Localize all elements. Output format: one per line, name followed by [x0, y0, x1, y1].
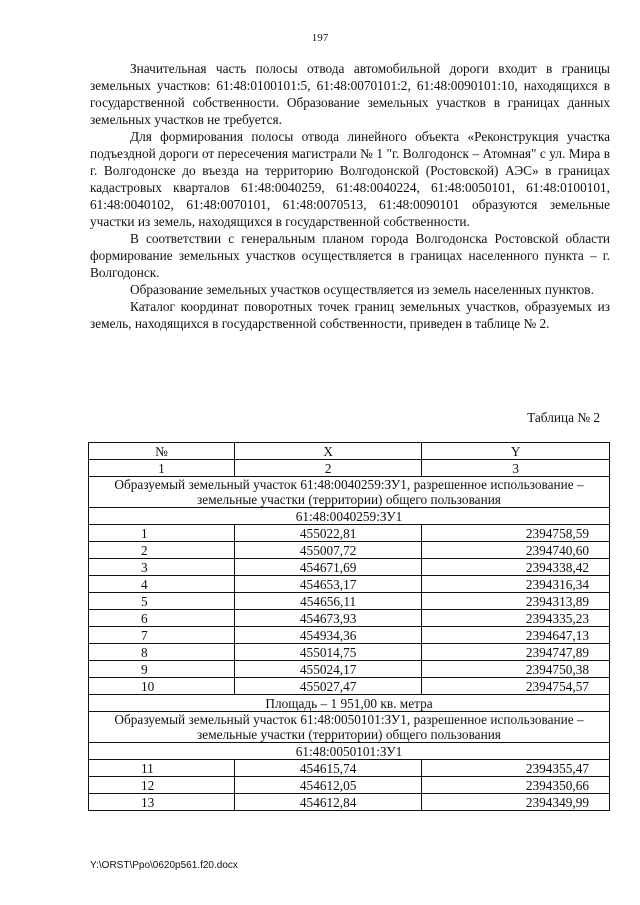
x-coordinate-cell: 455022,81 — [234, 525, 422, 542]
y-coordinate-cell: 2394313,89 — [422, 593, 610, 610]
table-row — [89, 542, 610, 559]
section-subtitle-cell: 61:48:0050101:ЗУ1 — [89, 743, 610, 760]
table-row — [89, 610, 610, 627]
x-coordinate-cell: 454656,11 — [234, 593, 422, 610]
coordinates-table — [88, 442, 610, 811]
section-subtitle-row — [89, 508, 610, 525]
column-number-cell: 3 — [422, 460, 610, 477]
x-coordinate-cell: 455024,17 — [234, 661, 422, 678]
x-coordinate-cell: 455027,47 — [234, 678, 422, 695]
y-coordinate-cell: 2394647,13 — [422, 627, 610, 644]
header-cell-number: № — [89, 443, 235, 460]
table-row — [89, 593, 610, 610]
point-number-cell: 13 — [89, 794, 235, 811]
point-number-cell: 2 — [89, 542, 235, 559]
table-row — [89, 661, 610, 678]
y-coordinate-cell: 2394740,60 — [422, 542, 610, 559]
section-subtitle-row — [89, 743, 610, 760]
table-row — [89, 559, 610, 576]
paragraph: В соответствии с генеральным планом города Волгодонска Ростовской области формирование земельных участков осуществляется в границах населенного пункта – г. Волгодонск. — [90, 231, 610, 280]
y-coordinate-cell: 2394758,59 — [422, 525, 610, 542]
table-row — [89, 794, 610, 811]
y-coordinate-cell: 2394754,57 — [422, 678, 610, 695]
y-coordinate-cell: 2394338,42 — [422, 559, 610, 576]
x-coordinate-cell: 454671,69 — [234, 559, 422, 576]
y-coordinate-cell: 2394750,38 — [422, 661, 610, 678]
body-text — [90, 60, 610, 332]
page-number: 197 — [311, 32, 329, 44]
x-coordinate-cell: 454615,74 — [234, 760, 422, 777]
paragraph: Каталог координат поворотных точек границ земельных участков, образуемых из земель, находящихся в государственной собственности, приведен в таблице № 2. — [90, 299, 610, 331]
point-number-cell: 10 — [89, 678, 235, 695]
x-coordinate-cell: 454612,84 — [234, 794, 422, 811]
table-row — [89, 644, 610, 661]
table-row — [89, 576, 610, 593]
point-number-cell: 1 — [89, 525, 235, 542]
point-number-cell: 11 — [89, 760, 235, 777]
table-caption: Таблица № 2 — [527, 410, 600, 425]
x-coordinate-cell: 454612,05 — [234, 777, 422, 794]
point-number-cell: 7 — [89, 627, 235, 644]
paragraph: Образование земельных участков осуществляется из земель населенных пунктов. — [130, 282, 594, 297]
footer-file-path: Y:\ORST\Ppo\0620p561.f20.docx — [90, 860, 238, 871]
x-coordinate-cell: 454934,36 — [234, 627, 422, 644]
section-title-cell: Образуемый земельный участок 61:48:0040259:ЗУ1, разрешенное использование – земельные участки (территории) общего пользования — [89, 477, 610, 508]
point-number-cell: 9 — [89, 661, 235, 678]
section-title-cell: Образуемый земельный участок 61:48:0050101:ЗУ1, разрешенное использование – земельные участки (территории) общего пользования — [89, 712, 610, 743]
section-title-row — [89, 477, 610, 508]
column-number-row — [89, 460, 610, 477]
area-cell: Площадь – 1 951,00 кв. метра — [89, 695, 610, 712]
header-cell-y: Y — [422, 443, 610, 460]
point-number-cell: 8 — [89, 644, 235, 661]
table-row — [89, 760, 610, 777]
point-number-cell: 12 — [89, 777, 235, 794]
y-coordinate-cell: 2394335,23 — [422, 610, 610, 627]
x-coordinate-cell: 455007,72 — [234, 542, 422, 559]
point-number-cell: 5 — [89, 593, 235, 610]
table-row — [89, 777, 610, 794]
x-coordinate-cell: 454673,93 — [234, 610, 422, 627]
table-header-row — [89, 443, 610, 460]
coordinates-table-body — [89, 443, 610, 811]
point-number-cell: 3 — [89, 559, 235, 576]
column-number-cell: 1 — [89, 460, 235, 477]
section-subtitle-cell: 61:48:0040259:ЗУ1 — [89, 508, 610, 525]
header-cell-x: X — [234, 443, 422, 460]
column-number-cell: 2 — [234, 460, 422, 477]
point-number-cell: 4 — [89, 576, 235, 593]
point-number-cell: 6 — [89, 610, 235, 627]
table-row — [89, 678, 610, 695]
y-coordinate-cell: 2394350,66 — [422, 777, 610, 794]
y-coordinate-cell: 2394349,99 — [422, 794, 610, 811]
paragraph: Значительная часть полосы отвода автомобильной дороги входит в границы земельных участков: 61:48:0100101:5, 61:48:0070101:2, 61:48:0090101:10, находящихся в государственной собственности. Образование земельных участков в границах данных земельных участков не требуется. — [90, 61, 610, 127]
paragraph: Для формирования полосы отвода линейного объекта «Реконструкция участка подъездной дороги от пересечения магистрали № 1 "г. Волгодонск – Атомная" с ул. Мира в г. Волгодонске до въезда на территорию Волгодонской (Ростовской) АЭС» в границах кадастровых кварталов 61:48:0040259, 61:48:0040224, 61:48:0050101, 61:48:0100101, 61:48:0040102, 61:48:0070101, 61:48:0070513, 61:48:0090101 образуются земельные участки из земель, находящихся в государственной собственности. — [90, 129, 610, 229]
area-row — [89, 695, 610, 712]
table-row — [89, 627, 610, 644]
section-title-row — [89, 712, 610, 743]
y-coordinate-cell: 2394747,89 — [422, 644, 610, 661]
table-row — [89, 525, 610, 542]
x-coordinate-cell: 455014,75 — [234, 644, 422, 661]
x-coordinate-cell: 454653,17 — [234, 576, 422, 593]
y-coordinate-cell: 2394355,47 — [422, 760, 610, 777]
y-coordinate-cell: 2394316,34 — [422, 576, 610, 593]
